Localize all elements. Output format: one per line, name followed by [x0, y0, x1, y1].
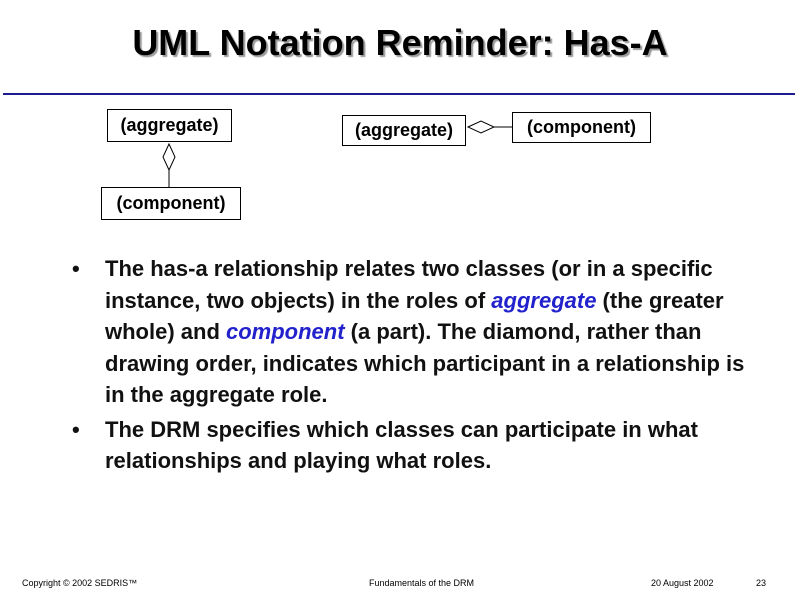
bullet-marker: •: [72, 416, 80, 442]
bullet-marker: •: [72, 256, 80, 281]
aggregate-box-horizontal: (aggregate): [342, 115, 466, 146]
slide-title: UML Notation Reminder: Has-A: [132, 22, 668, 63]
aggregation-diamond-horizontal: [468, 121, 494, 133]
bullet-list: [68, 253, 748, 480]
aggregate-box-vertical: (aggregate): [107, 109, 232, 142]
emphasis-aggregate: aggregate: [491, 287, 597, 313]
footer-date: 20 August 2002: [651, 578, 714, 588]
aggregation-diamond-vertical: [163, 144, 175, 170]
page-number: 23: [756, 578, 767, 588]
footer-title: Fundamentals of the DRM: [369, 578, 475, 588]
component-box-horizontal: (component): [512, 112, 651, 143]
component-box-vertical: (component): [101, 187, 241, 220]
bullet-item: • The has-a relationship relates two classes (or in a specific instance, two objects) in the roles of aggregate (the greater whole) and component (a part). The diamond, rather than drawing order, indicates which participant in a relationship is in the aggregate role.: [68, 253, 748, 411]
bullet-item: • The DRM specifies which classes can participate in what relationships and playing what roles.: [68, 414, 748, 477]
footer-copyright: Copyright © 2002 SEDRIS™: [22, 578, 138, 588]
emphasis-component: component: [226, 319, 345, 344]
